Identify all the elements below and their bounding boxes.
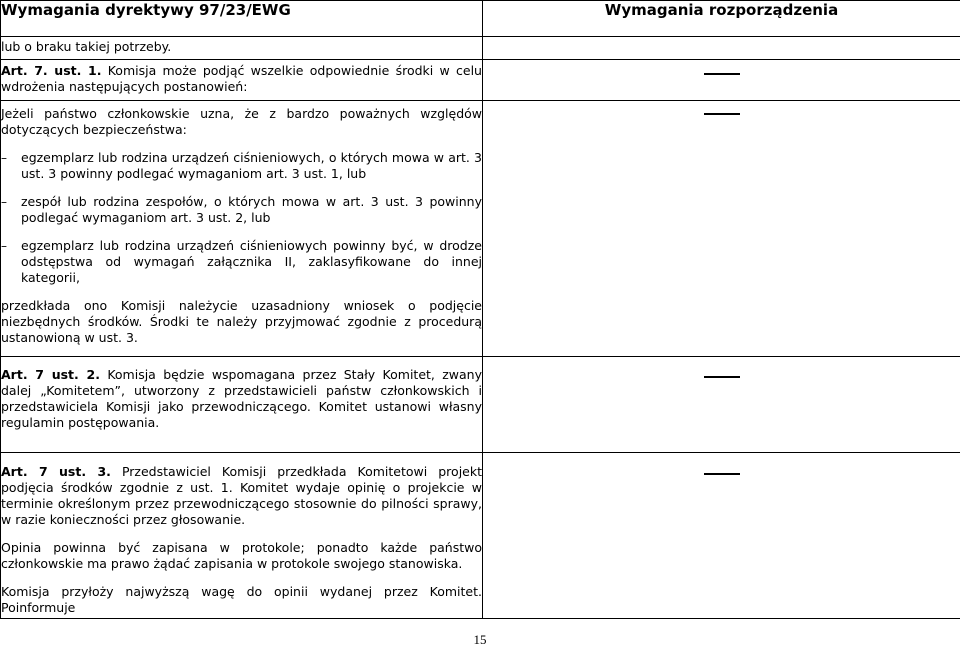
list-item-text: egzemplarz lub rodzina urządzeń ciśnieniowych powinny być, w drodze odstępstwa od wymagań załącznika II, zaklasyfikowane do innej kategorii, bbox=[21, 238, 482, 286]
list-item bbox=[1, 150, 482, 182]
article-label: Art. 7. ust. 1. bbox=[1, 63, 101, 78]
row-3-left bbox=[1, 101, 483, 357]
row-1-right bbox=[483, 37, 960, 60]
table-row bbox=[1, 357, 960, 453]
dash-placeholder bbox=[704, 473, 740, 475]
header-row bbox=[1, 1, 960, 37]
list-item-text: zespół lub rodzina zespołów, o których mowa w art. 3 ust. 3 powinny podlegać wymaganiom art. 3 ust. 2, lub bbox=[21, 194, 482, 226]
table-row bbox=[1, 37, 960, 60]
article-text: Przedstawiciel Komisji przedkłada Komitetowi projekt podjęcia środków zgodnie z ust. 1. Komitet wydaje opinię o projekcie w terminie określonym przez przewodniczącego stosownie do pilności sprawy, w razie konieczności przez głosowanie. bbox=[1, 464, 482, 527]
article-label: Art. 7 ust. 3. bbox=[1, 464, 111, 479]
header-right: Wymagania rozporządzenia bbox=[483, 1, 960, 37]
dash-bullet: – bbox=[1, 194, 21, 226]
row-4-right bbox=[483, 357, 960, 453]
paragraph: Opinia powinna być zapisana w protokole; ponadto każde państwo członkowskie ma prawo żądać zapisania w protokole swojego stanowiska. bbox=[1, 540, 482, 572]
table-row bbox=[1, 101, 960, 357]
row-2-left bbox=[1, 60, 483, 101]
closing-text: przedkłada ono Komisji należycie uzasadniony wniosek o podjęcie niezbędnych środków. Środki te należy przyjmować zgodnie z procedurą ustanowioną w ust. 3. bbox=[1, 298, 482, 346]
table-row bbox=[1, 453, 960, 619]
table-row bbox=[1, 60, 960, 101]
header-left: Wymagania dyrektywy 97/23/EWG bbox=[1, 1, 483, 37]
list-item-text: egzemplarz lub rodzina urządzeń ciśnieniowych, o których mowa w art. 3 ust. 3 powinny podlegać wymaganiom art. 3 ust. 1, lub bbox=[21, 150, 482, 182]
row-1-text: lub o braku takiej potrzeby. bbox=[1, 39, 482, 55]
page-number: 15 bbox=[0, 632, 960, 648]
paragraph: Komisja przyłoży najwyższą wagę do opinii wydanej przez Komitet. Poinformuje bbox=[1, 584, 482, 616]
dash-placeholder bbox=[704, 376, 740, 378]
row-2-right bbox=[483, 60, 960, 101]
row-4-left bbox=[1, 357, 483, 453]
list-item bbox=[1, 238, 482, 286]
article-label: Art. 7 ust. 2. bbox=[1, 367, 100, 382]
row-3-right bbox=[483, 101, 960, 357]
dash-bullet: – bbox=[1, 238, 21, 286]
list-item bbox=[1, 194, 482, 226]
dash-bullet: – bbox=[1, 150, 21, 182]
article-text: Komisja może podjąć wszelkie odpowiednie środki w celu wdrożenia następujących postanowień: bbox=[1, 63, 482, 94]
row-1-left bbox=[1, 37, 483, 60]
row-5-left bbox=[1, 453, 483, 619]
dash-placeholder bbox=[704, 73, 740, 75]
article-text: Komisja będzie wspomagana przez Stały Komitet, zwany dalej „Komitetem”, utworzony z przedstawicieli państw członkowskich i przedstawiciela Komisji jako przewodniczącego. Komitet ustanowi własny regulamin postępowania. bbox=[1, 367, 482, 430]
dash-placeholder bbox=[704, 113, 740, 115]
intro-text: Jeżeli państwo członkowskie uzna, że z bardzo poważnych względów dotyczących bezpieczeństwa: bbox=[1, 106, 482, 138]
row-5-right bbox=[483, 453, 960, 619]
